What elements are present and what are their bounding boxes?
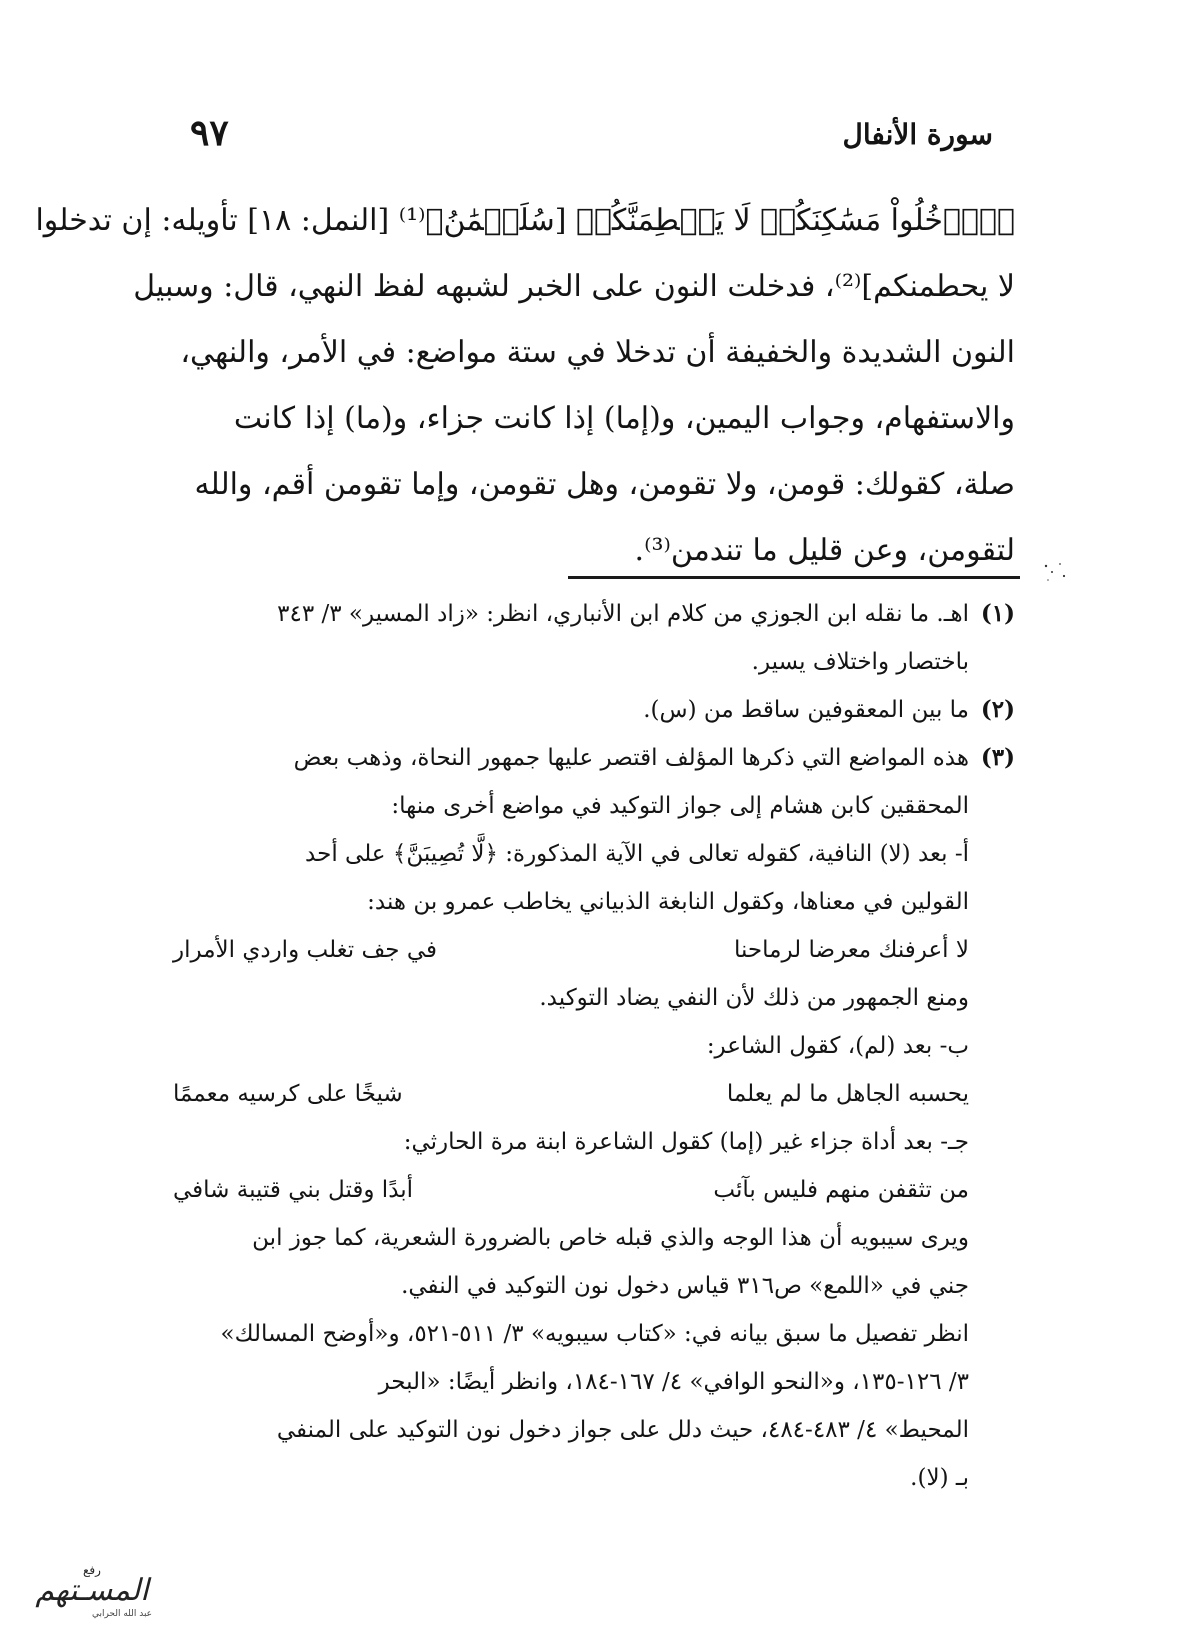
verse-first-hemistich: من تثقفن منهم فليس بآئب	[713, 1177, 969, 1203]
footnote-line: هذه المواضع التي ذكرها المؤلف اقتصر عليها جمهور النحاة، وذهب بعض	[293, 745, 969, 771]
verse-first-hemistich: لا أعرفنك معرضا لرماحنا	[733, 937, 969, 963]
footnote-line: باختصار واختلاف يسير.	[751, 649, 969, 675]
footnote-line: اهـ. ما نقله ابن الجوزي من كلام ابن الأنباري، انظر: «زاد المسير» ٣/ ٣٤٣	[277, 601, 969, 627]
poetry-verse	[165, 1166, 969, 1214]
footnote-line: ب- بعد (لم)، كقول الشاعر:	[706, 1033, 969, 1059]
stamp-mark-text: رفع	[83, 1563, 101, 1577]
stamp-subtext: عبد الله الحرابي	[91, 1609, 153, 1619]
main-text-line: لتقومن، وعن قليل ما تندمن⁽³⁾.	[634, 533, 1015, 568]
footnote-line: جـ- بعد أداة جزاء غير (إما) كقول الشاعرة ابنة مرة الحارثي:	[403, 1129, 969, 1155]
verse-second-hemistich: في جف تغلب واردي الأمرار	[173, 937, 437, 963]
main-text-line: والاستفهام، وجواب اليمين، و(إما) إذا كانت جزاء، و(ما) إذا كانت	[233, 401, 1015, 436]
footnote-line: المحيط» ٤/ ٤٨٣-٤٨٤، حيث دلل على جواز دخول نون التوكيد على المنفي	[276, 1417, 969, 1443]
footnote-line: بـ (لا).	[910, 1465, 969, 1491]
surah-header-title: سورة الأنفال	[842, 118, 993, 151]
footnote-number: (٣)	[980, 744, 1015, 771]
footnote-separator	[568, 576, 1020, 579]
footnote-line: القولين في معناها، وكقول النابغة الذبياني يخاطب عمرو بن هند:	[367, 889, 969, 915]
footnote-3	[165, 734, 1015, 1502]
footnote-line: جني في «اللمع» ص٣١٦ قياس دخول نون التوكيد في النفي.	[401, 1273, 969, 1299]
verse-first-hemistich: يحسبه الجاهل ما لم يعلما	[726, 1081, 969, 1107]
poetry-verse	[165, 926, 969, 974]
footnote-line: أ- بعد (لا) النافية، كقوله تعالى في الآية المذكورة: ﴿لَّا تُصِيبَنَّ﴾ على أحد	[305, 841, 969, 867]
stamp-main-text: المسـتهم	[35, 1573, 149, 1608]
footnote-line: ومنع الجمهور من ذلك لأن النفي يضاد التوكيد.	[539, 985, 969, 1011]
footnote-line: المحققين كابن هشام إلى جواز التوكيد في مواضع أخرى منها:	[391, 793, 969, 819]
main-text-line: ﴿ٱدۡخُلُواْ مَسَٰكِنَكُمۡ لَا يَحۡطِمَنَّكُمۡ [سُلَيۡمَٰنُ﴾⁽¹⁾ [النمل: ١٨] تأويله: إن تدخلوا	[35, 203, 1015, 238]
footnote-line: ويرى سيبويه أن هذا الوجه والذي قبله خاص بالضرورة الشعرية، كما جوز ابن	[252, 1225, 969, 1251]
page-number: ٩٧	[190, 112, 229, 154]
footnote-number: (٢)	[980, 696, 1015, 723]
scan-speck-mark	[1040, 558, 1070, 588]
verse-second-hemistich: أبدًا وقتل بني قتيبة شافي	[173, 1177, 414, 1203]
footnote-2	[165, 686, 1015, 734]
footnote-line: ٣/ ١٢٦-١٣٥، و«النحو الوافي» ٤/ ١٦٧-١٨٤، وانظر أيضًا: «البحر	[378, 1369, 969, 1395]
main-text-line: النون الشديدة والخفيفة أن تدخلا في ستة مواضع: في الأمر، والنهي،	[180, 335, 1015, 370]
main-text	[35, 188, 1015, 584]
poetry-verse	[165, 1070, 969, 1118]
footnote-number: (١)	[980, 600, 1015, 627]
footnote-line: انظر تفصيل ما سبق بيانه في: «كتاب سيبويه» ٣/ ٥١١-٥٢١، و«أوضح المسالك»	[220, 1321, 969, 1347]
footnote-1	[165, 590, 1015, 686]
footnote-line: ما بين المعقوفين ساقط من (س).	[643, 697, 969, 723]
main-text-line: لا يحطمنكم]⁽²⁾، فدخلت النون على الخبر لشبهه لفظ النهي، قال: وسبيل	[133, 269, 1015, 304]
main-text-line: صلة، كقولك: قومن، ولا تقومن، وهل تقومن، وإما تقومن أقم، والله	[194, 467, 1015, 502]
verse-second-hemistich: شيخًا على كرسيه معممًا	[173, 1081, 403, 1107]
footnotes	[165, 590, 1015, 1502]
library-stamp-logo	[12, 1556, 172, 1620]
